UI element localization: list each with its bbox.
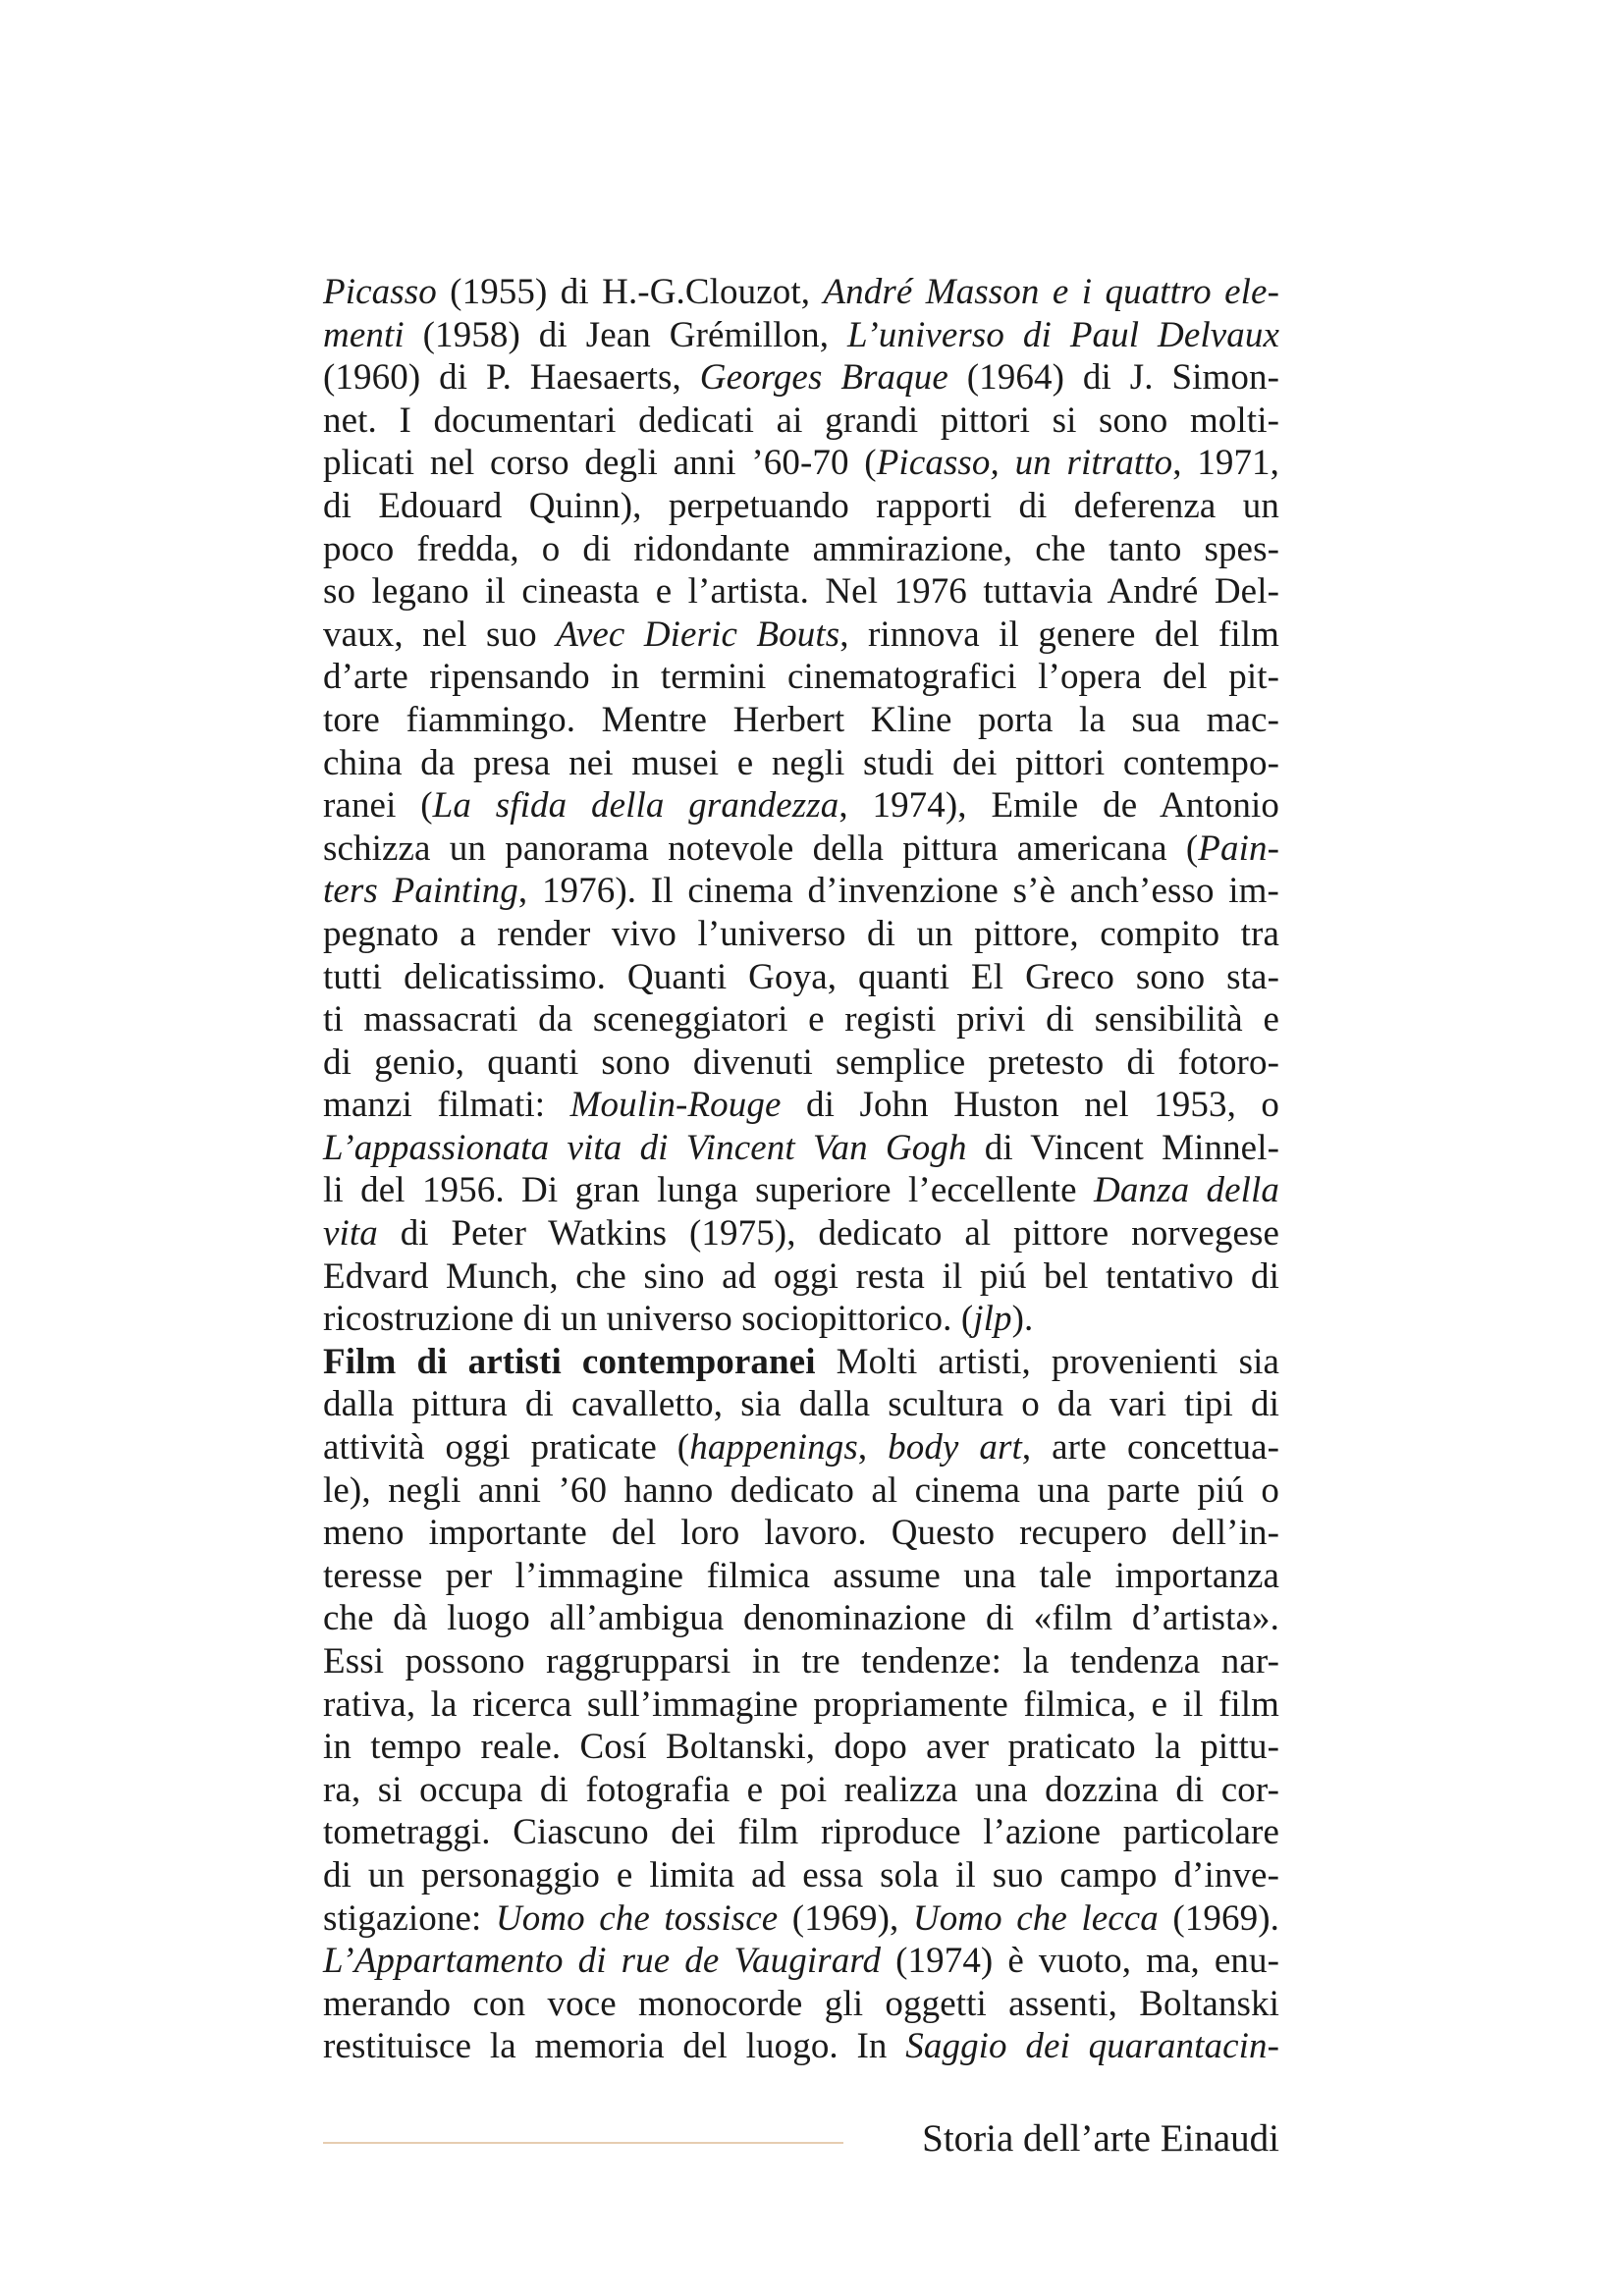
text-line bbox=[323, 1726, 1279, 1769]
text-segment: meno importante del loro lavoro. Questo recupero dell’in- bbox=[323, 1513, 1279, 1554]
text-line bbox=[323, 442, 1279, 485]
italic-title: vita bbox=[323, 1213, 378, 1255]
text-segment: Molti artisti, provenienti sia bbox=[815, 1341, 1279, 1382]
text-line bbox=[323, 1169, 1279, 1212]
text-segment: in tempo reale. Cosí Boltanski, dopo aver praticato la pittu- bbox=[323, 1727, 1279, 1768]
text-line bbox=[323, 1212, 1279, 1255]
text-segment: teresse per l’immagine filmica assume una tale importanza bbox=[323, 1555, 1279, 1596]
text-line bbox=[323, 614, 1279, 657]
text-segment: di Vincent Minnel- bbox=[966, 1127, 1279, 1168]
text-segment: , 1976). Il cinema d’invenzione s’è anch’esso im- bbox=[517, 871, 1279, 912]
italic-title: Avec Dieric Bouts bbox=[556, 614, 840, 655]
text-segment: le), negli anni ’60 hanno dedicato al cinema una parte piú o bbox=[323, 1469, 1279, 1511]
text-line bbox=[323, 1597, 1279, 1640]
text-segment: Essi possono raggrupparsi in tre tendenze: la tendenza nar- bbox=[323, 1641, 1279, 1682]
italic-title: Danza della bbox=[1094, 1170, 1279, 1211]
text-line bbox=[323, 485, 1279, 528]
italic-title: body art bbox=[888, 1427, 1022, 1468]
text-segment: ranei ( bbox=[323, 785, 433, 827]
text-segment: di un personaggio e limita ad essa sola il suo campo d’inve- bbox=[323, 1854, 1279, 1896]
italic-title: Saggio dei quarantacin- bbox=[905, 2026, 1280, 2067]
text-line bbox=[323, 870, 1279, 913]
text-segment: vaux, nel suo bbox=[323, 614, 557, 655]
italic-title: Moulin-Rouge bbox=[569, 1085, 782, 1126]
text-line bbox=[323, 1469, 1279, 1513]
italic-title: L’universo di Paul Delvaux bbox=[847, 314, 1280, 355]
text-segment: rativa, la ricerca sull’immagine propriamente filmica, e il film bbox=[323, 1683, 1279, 1725]
text-line bbox=[323, 1383, 1279, 1426]
text-segment: (1974) è vuoto, ma, enu- bbox=[881, 1941, 1280, 1982]
text-line bbox=[323, 1041, 1279, 1085]
text-segment: restituisce la memoria del luogo. In bbox=[323, 2026, 906, 2067]
text-line bbox=[323, 1555, 1279, 1598]
text-segment: plicati nel corso degli anni ’60-70 ( bbox=[323, 443, 877, 484]
text-segment: di Peter Watkins (1975), dedicato al pittore norvegese bbox=[377, 1213, 1279, 1255]
text-line bbox=[323, 1897, 1279, 1941]
italic-title: ters Painting bbox=[323, 871, 518, 912]
italic-title: L’appassionata vita di Vincent Van Gogh bbox=[323, 1127, 967, 1168]
text-segment: , rinnova il genere del film bbox=[839, 614, 1279, 655]
italic-title: Uomo che lecca bbox=[912, 1897, 1159, 1939]
text-segment: merando con voce monocorde gli oggetti assenti, Boltanski bbox=[323, 1983, 1279, 2024]
text-segment: stigazione: bbox=[323, 1897, 496, 1939]
footer-title: Storia dell’arte Einaudi bbox=[922, 2117, 1279, 2160]
text-segment: , 1971, bbox=[1172, 443, 1279, 484]
italic-title: La sfida della grandezza bbox=[432, 785, 839, 827]
text-line bbox=[323, 1683, 1279, 1727]
text-line bbox=[323, 400, 1279, 443]
text-segment: di John Huston nel 1953, o bbox=[781, 1085, 1279, 1126]
text-line bbox=[323, 314, 1279, 357]
text-line bbox=[323, 742, 1279, 785]
text-segment: ti massacrati da sceneggiatori e registi privi di sensibilità e bbox=[323, 999, 1279, 1041]
text-segment: (1958) di Jean Grémillon, bbox=[404, 314, 848, 355]
text-line bbox=[323, 1426, 1279, 1469]
italic-title: Picasso bbox=[323, 272, 437, 312]
text-segment: , arte concettua- bbox=[1021, 1427, 1280, 1468]
italic-title: Pain- bbox=[1198, 828, 1279, 869]
text-segment: manzi filmati: bbox=[323, 1085, 570, 1126]
text-line bbox=[323, 1255, 1279, 1299]
text-segment: Edvard Munch, che sino ad oggi resta il piú bel tentativo di bbox=[323, 1255, 1279, 1297]
text-segment: che dà luogo all’ambigua denominazione di «film d’artista». bbox=[323, 1598, 1279, 1639]
text-line bbox=[323, 956, 1279, 999]
text-segment: schizza un panorama notevole della pittura americana ( bbox=[323, 828, 1199, 869]
text-segment: pegnato a render vivo l’universo di un pittore, compito tra bbox=[323, 913, 1279, 954]
text-line bbox=[323, 1298, 1279, 1341]
text-line bbox=[323, 998, 1279, 1041]
italic-title: Uomo che tossisce bbox=[495, 1897, 779, 1939]
text-segment: (1969), bbox=[778, 1897, 913, 1939]
text-segment: poco fredda, o di ridondante ammirazione, che tanto spes- bbox=[323, 528, 1279, 569]
text-line bbox=[323, 2025, 1279, 2068]
text-line bbox=[323, 784, 1279, 828]
text-line bbox=[323, 1983, 1279, 2026]
text-line bbox=[323, 1940, 1279, 1983]
text-segment: attività oggi praticate ( bbox=[323, 1427, 690, 1468]
text-segment: tutti delicatissimo. Quanti Goya, quanti El Greco sono sta- bbox=[323, 956, 1279, 997]
text-line bbox=[323, 1811, 1279, 1854]
text-segment: dalla pittura di cavalletto, sia dalla scultura o da vari tipi di bbox=[323, 1384, 1279, 1425]
italic-title: André Masson e i quattro ele- bbox=[823, 272, 1279, 312]
text-line bbox=[323, 913, 1279, 956]
text-segment: tometraggi. Ciascuno dei film riproduce l’azione particolare bbox=[323, 1812, 1279, 1853]
section-heading: Film di artisti contemporanei bbox=[323, 1341, 816, 1382]
italic-title: Georges Braque bbox=[699, 357, 948, 399]
text-segment: tore fiammingo. Mentre Herbert Kline porta la sua mac- bbox=[323, 699, 1279, 740]
body-text bbox=[323, 271, 1279, 2068]
text-segment: (1964) di J. Simon- bbox=[947, 357, 1280, 399]
text-line bbox=[323, 828, 1279, 871]
text-segment: di genio, quanti sono divenuti semplice pretesto di fotoro- bbox=[323, 1041, 1279, 1083]
text-line bbox=[323, 528, 1279, 571]
text-segment: (1955) di H.-G.Clouzot, bbox=[436, 272, 824, 312]
text-line bbox=[323, 1512, 1279, 1555]
italic-title: Picasso, un ritratto bbox=[876, 443, 1173, 484]
text-segment: , bbox=[857, 1427, 889, 1468]
text-line bbox=[323, 1640, 1279, 1683]
italic-title: jlp bbox=[973, 1299, 1012, 1340]
text-line bbox=[323, 656, 1279, 699]
text-segment: so legano il cineasta e l’artista. Nel 1976 tuttavia André Del- bbox=[323, 571, 1279, 613]
text-line bbox=[323, 1341, 1279, 1384]
text-segment: di Edouard Quinn), perpetuando rapporti di deferenza un bbox=[323, 485, 1279, 526]
text-line bbox=[323, 1084, 1279, 1127]
text-segment: (1969). bbox=[1158, 1897, 1279, 1939]
text-segment: (1960) di P. Haesaerts, bbox=[323, 357, 700, 399]
text-line bbox=[323, 356, 1279, 400]
text-line bbox=[323, 1854, 1279, 1897]
footer-rule bbox=[323, 2142, 843, 2144]
text-segment: ra, si occupa di fotografia e poi realizza una dozzina di cor- bbox=[323, 1769, 1279, 1810]
text-segment: d’arte ripensando in termini cinematografici l’opera del pit- bbox=[323, 657, 1279, 698]
text-segment: china da presa nei musei e negli studi dei pittori contempo- bbox=[323, 742, 1279, 783]
text-line bbox=[323, 1769, 1279, 1812]
italic-title: L’Appartamento di rue de Vaugirard bbox=[323, 1941, 882, 1982]
text-segment: li del 1956. Di gran lunga superiore l’eccellente bbox=[323, 1170, 1095, 1211]
italic-title: menti bbox=[323, 314, 405, 355]
text-segment: ). bbox=[1011, 1299, 1034, 1340]
text-segment: ricostruzione di un universo sociopittorico. ( bbox=[323, 1299, 974, 1340]
text-line bbox=[323, 271, 1279, 314]
text-line bbox=[323, 699, 1279, 742]
text-line bbox=[323, 570, 1279, 614]
text-segment: net. I documentari dedicati ai grandi pittori si sono molti- bbox=[323, 400, 1279, 441]
text-segment: , 1974), Emile de Antonio bbox=[839, 785, 1279, 827]
italic-title: happenings bbox=[689, 1427, 858, 1468]
text-line bbox=[323, 1127, 1279, 1170]
